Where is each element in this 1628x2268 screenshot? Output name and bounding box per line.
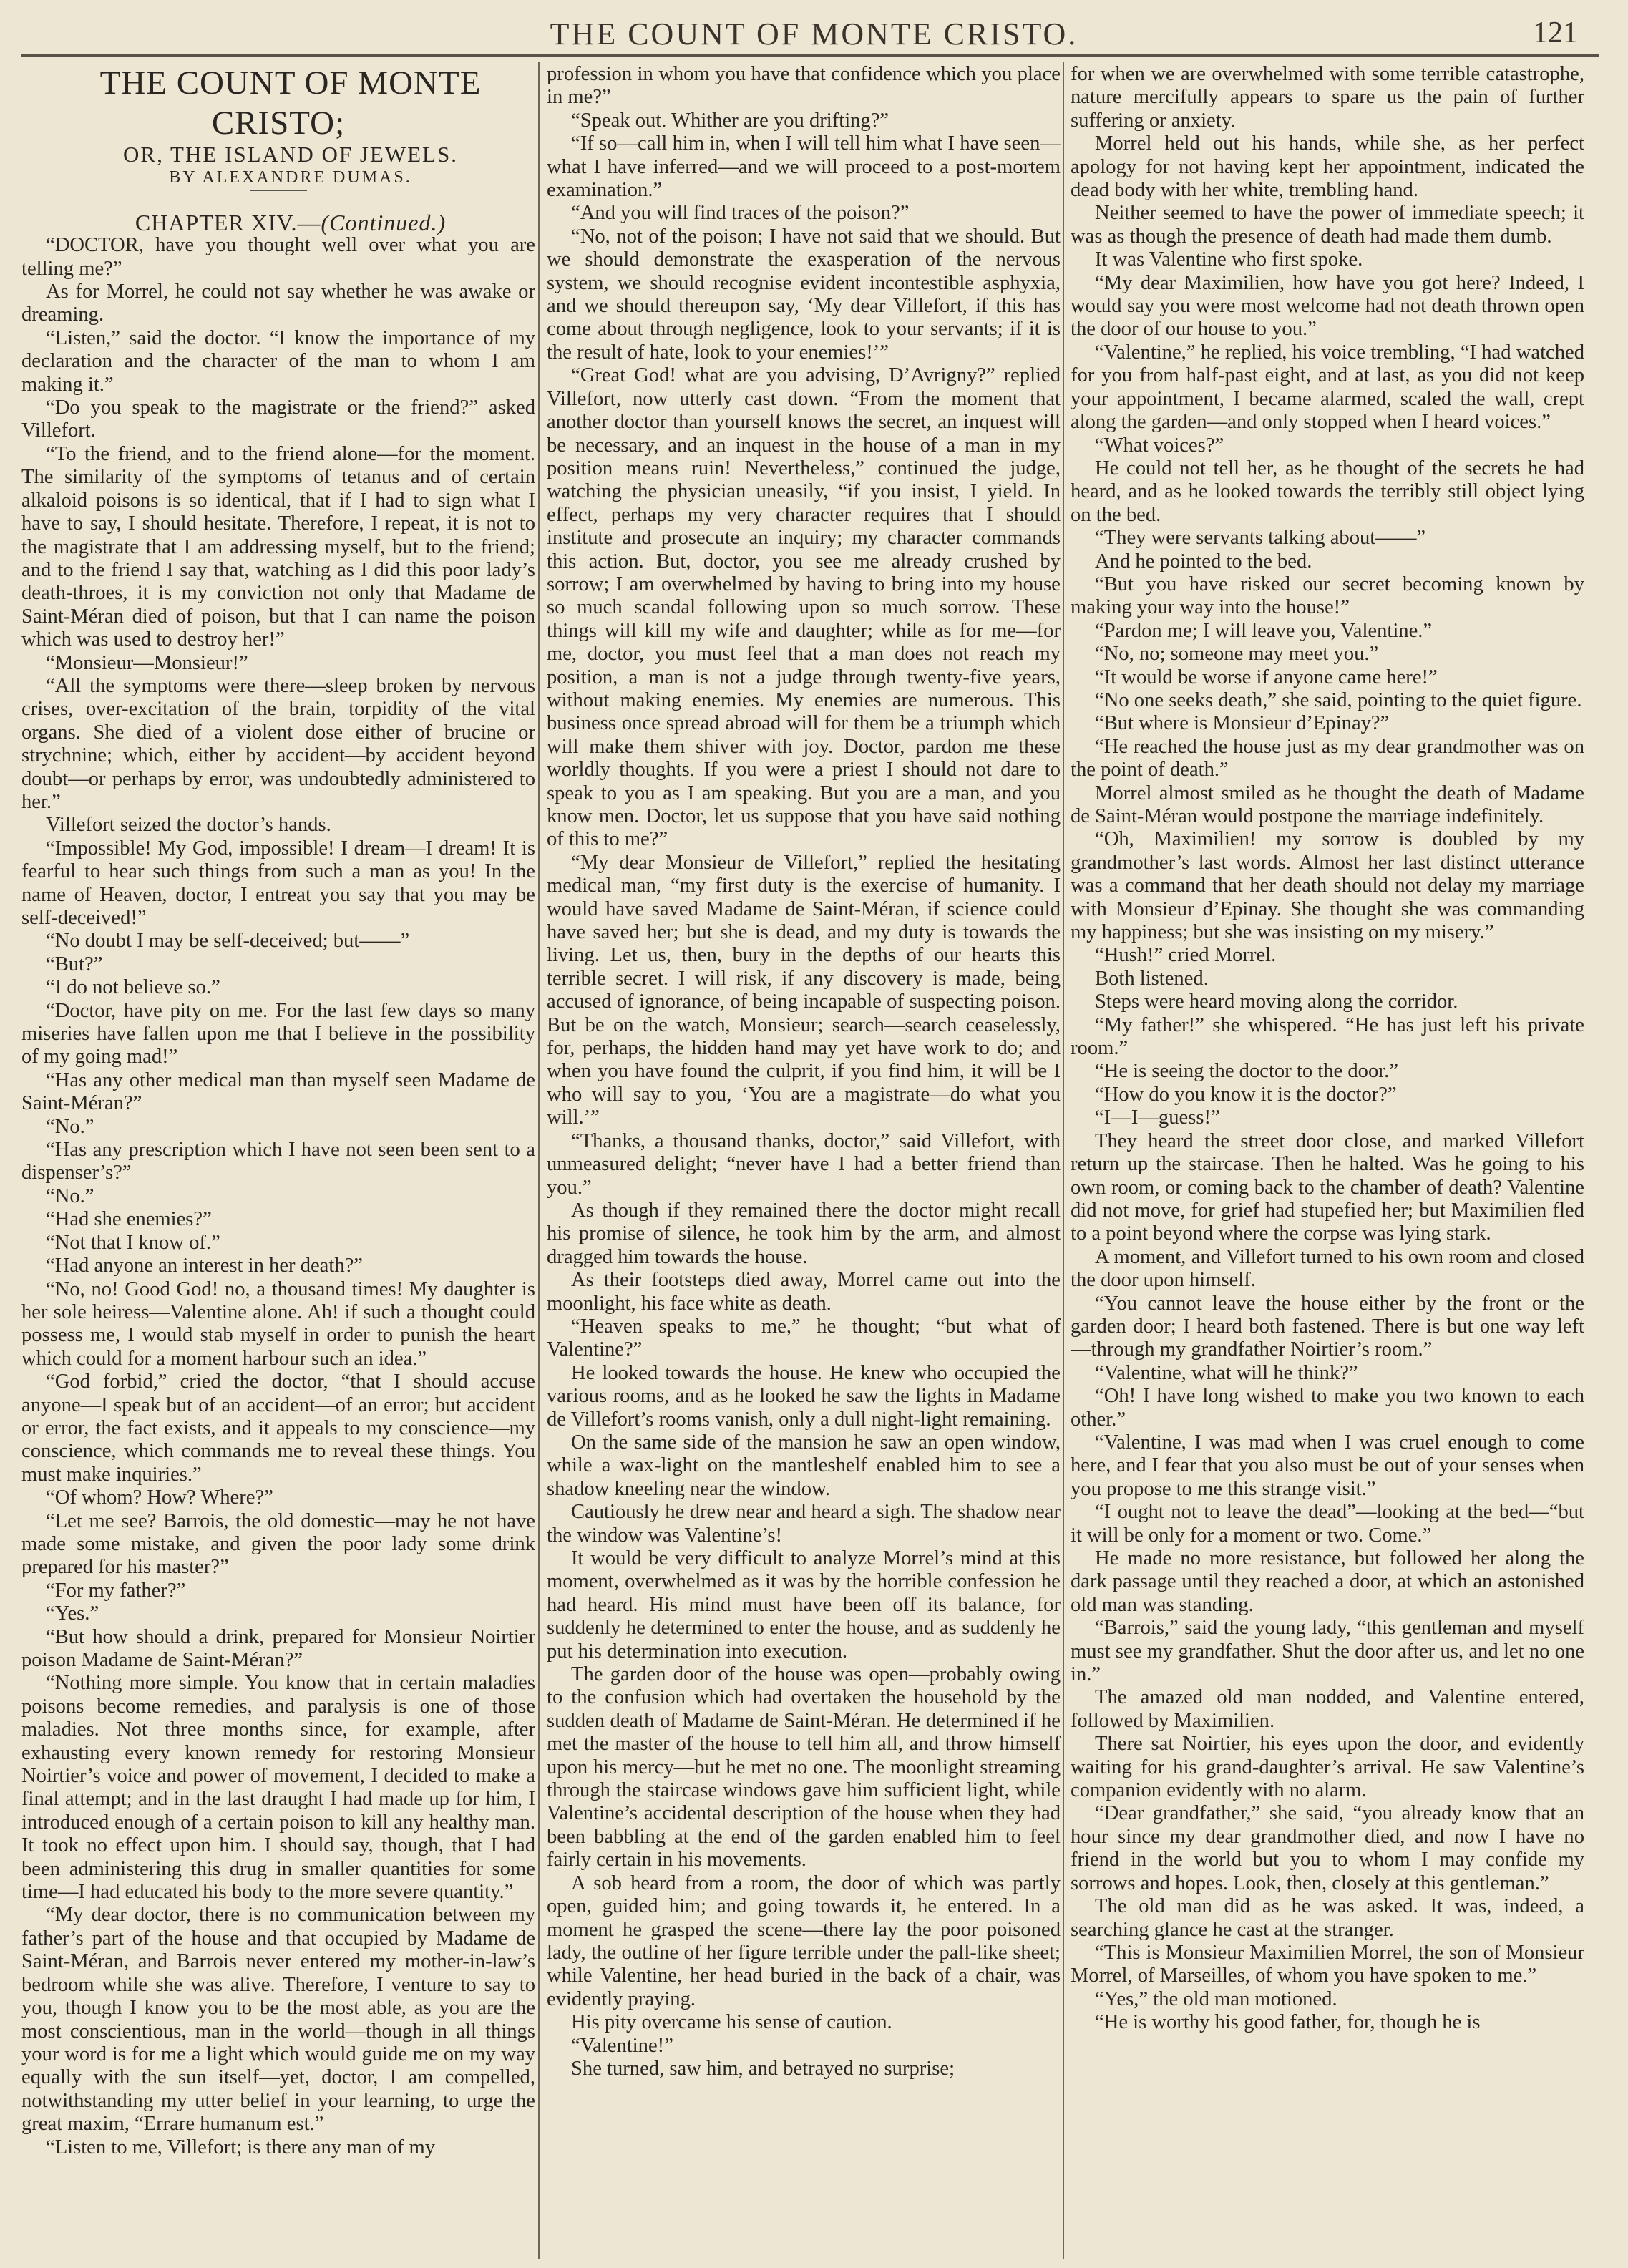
paragraph: “Not that I know of.” bbox=[46, 1231, 220, 1254]
paragraph: Morrel held out his hands, while she, as her perfect apology for not having kept her appointment, indicated the dead body with her white, trembling hand. bbox=[1071, 132, 1584, 202]
paragraph: “Valentine!” bbox=[571, 2034, 673, 2057]
chapter-label: CHAPTER XIV.— bbox=[135, 209, 321, 235]
paragraph: “Speak out. Whither are you drifting?” bbox=[571, 109, 889, 132]
column-2-body bbox=[547, 63, 1061, 2080]
paragraph: “Let me see? Barrois, the old domestic—may he not have made some mistake, and given the poor lady some drink prepared for his master?” bbox=[21, 1509, 535, 1579]
paragraph: Steps were heard moving along the corridor. bbox=[1095, 991, 1458, 1013]
column-3-body bbox=[1071, 63, 1584, 2035]
paragraph: “If so—call him in, when I will tell him what I have seen—what I have inferred—and we will proceed to a post-mortem examination.” bbox=[547, 132, 1061, 202]
paragraph: It was Valentine who first spoke. bbox=[1095, 248, 1363, 271]
paragraph: “Listen,” said the doctor. “I know the importance of my declaration and the character of the man to whom I am making it.” bbox=[21, 326, 535, 396]
paragraph: “But where is Monsieur d’Epinay?” bbox=[1095, 712, 1390, 735]
paragraph: “Yes.” bbox=[46, 1602, 99, 1625]
paragraph: The old man did as he was asked. It was, indeed, a searching glance he cast at the stranger. bbox=[1071, 1895, 1584, 1941]
running-header bbox=[0, 10, 1628, 54]
page-number: 121 bbox=[1533, 16, 1578, 49]
paragraph: There sat Noirtier, his eyes upon the door, and evidently waiting for his grand-daughter’s arrival. He saw Valentine’s companion evidently with no alarm. bbox=[1071, 1733, 1584, 1802]
text-column-2 bbox=[547, 63, 1061, 2253]
paragraph: “Hush!” cried Morrel. bbox=[1095, 944, 1277, 967]
paragraph: He made no more resistance, but followed her along the dark passage until they reached a door, at which an astonished old man was standing. bbox=[1071, 1547, 1584, 1616]
paragraph: “No.” bbox=[46, 1115, 94, 1138]
paragraph: “My dear doctor, there is no communication between my father’s part of the house and that occupied by Madame de Saint-Méran, and Barrois never entered my mother-in-law’s bedroom while she was alive. Therefore, I venture to say to you, though I know you to be the most able, as you are the most conscientious, man in the world—though in all things your word is for me a light which would guide me on my way equally with the sun itself—yet, doctor, I am compelled, notwithstanding my utter belief in your learning, to urge the great maxim, “Errare humanum est.” bbox=[21, 1904, 535, 2136]
paragraph: And he pointed to the bed. bbox=[1095, 550, 1312, 573]
paragraph: “My father!” she whispered. “He has just left his private room.” bbox=[1071, 1013, 1584, 1060]
paragraph: “All the symptoms were there—sleep broken by nervous crises, over-excitation of the brain, torpidity of the vital organs. She died of a violent dose either of brucine or strychnine; which, either by accident—by accident beyond doubt—or perhaps by error, was undoubtedly administered to her.” bbox=[21, 674, 535, 813]
paragraph: “No doubt I may be self-deceived; but——” bbox=[46, 930, 410, 953]
paragraph: Neither seemed to have the power of immediate speech; it was as though the presence of death had made them dumb. bbox=[1071, 202, 1584, 248]
paragraph: He looked towards the house. He knew who occupied the various rooms, and as he looked he saw the lights in Madame de Villefort’s rooms vanish, only a dull night-light remaining. bbox=[547, 1361, 1061, 1431]
paragraph: “Oh, Maximilien! my sorrow is doubled by my grandmother’s last words. Almost her last distinct utterance was a command that her death should not delay my marriage with Monsieur d’Epinay. She thought she was commanding my happiness; but she was insisting on my misery.” bbox=[1071, 828, 1584, 944]
paragraph: His pity overcame his sense of caution. bbox=[571, 2011, 892, 2034]
column-divider-2 bbox=[1063, 62, 1064, 2259]
paragraph: for when we are overwhelmed with some terrible catastrophe, nature mercifully appears to spare us the pain of further suffering or anxiety. bbox=[1071, 63, 1584, 132]
paragraph: “No, not of the poison; I have not said that we should. But we should demonstrate the exasperation of the nervous system, we should recognise evident incontestible asphyxia, and we should thereupon say, ‘My dear Villefort, if this has come about through negligence, look to your servants; if it is the result of hate, look to your enemies!’” bbox=[547, 225, 1061, 364]
paragraph: “You cannot leave the house either by the front or the garden door; I heard both fastened. There is but one way left—through my grandfather Noirtier’s room.” bbox=[1071, 1292, 1584, 1361]
paragraph: “Had she enemies?” bbox=[46, 1208, 212, 1231]
paragraph: It would be very difficult to analyze Morrel’s mind at this moment, overwhelmed as it was by the horrible confession he had heard. His mind must have been off its balance, for suddenly he determined to enter the house, and as suddenly he put his determination into execution. bbox=[547, 1547, 1061, 1663]
paragraph: “Has any prescription which I have not seen been sent to a dispenser’s?” bbox=[21, 1139, 535, 1184]
paragraph: “My dear Monsieur de Villefort,” replied the hesitating medical man, “my first duty is the exercise of humanity. I would have saved Madame de Saint-Méran, if science could have saved her; but she is dead, and my duty is towards the living. Let us, then, bury in the depths of our hearts this terrible secret. I will risk, if any discovery is made, being accused of ignorance, of being incapable of suspecting poison. But be on the watch, Monsieur; search—search ceaselessly, for, perhaps, the hidden hand may yet have work to do; and when you have found the culprit, if you find him, it will be I who will say to you, ‘You are a magistrate—do what you will.’” bbox=[547, 851, 1061, 1129]
paragraph: “And you will find traces of the poison?” bbox=[571, 202, 910, 225]
paragraph: Morrel almost smiled as he thought the death of Madame de Saint-Méran would postpone the marriage indefinitely. bbox=[1071, 782, 1584, 827]
paragraph: “He reached the house just as my dear grandmother was on the point of death.” bbox=[1071, 735, 1584, 782]
paragraph: Both listened. bbox=[1095, 967, 1209, 990]
paragraph: “How do you know it is the doctor?” bbox=[1095, 1083, 1397, 1106]
paragraph: “Listen to me, Villefort; is there any man of my bbox=[46, 2136, 436, 2159]
text-column-3 bbox=[1071, 63, 1584, 2253]
paragraph: “But?” bbox=[46, 953, 103, 975]
paragraph: “Impossible! My God, impossible! I dream—I dream! It is fearful to hear such things from such a man as you! In the name of Heaven, doctor, I entreat you say that you may be self-deceived!” bbox=[21, 837, 535, 929]
paragraph: “No one seeks death,” she said, pointing to the quiet figure. bbox=[1095, 688, 1582, 711]
article-subtitle: OR, THE ISLAND OF JEWELS. bbox=[123, 142, 458, 167]
paragraph: A sob heard from a room, the door of which was partly open, guided him; and going towards it, he entered. In a moment he grasped the scene—there lay the poor poisoned lady, the outline of her figure terrible under the pall-like sheet; while Valentine, her head buried in the back of a chair, was evidently praying. bbox=[547, 1872, 1061, 2010]
header-rule bbox=[21, 54, 1599, 57]
paragraph: As for Morrel, he could not say whether he was awake or dreaming. bbox=[21, 281, 535, 326]
paragraph: The amazed old man nodded, and Valentine entered, followed by Maximilien. bbox=[1071, 1686, 1584, 1732]
paragraph: “Valentine,” he replied, his voice trembling, “I had watched for you from half-past eight, and at last, as you did not keep your appointment, I became alarmed, scaled the wall, crept along the garden—and only stopped when I heard voices.” bbox=[1071, 341, 1584, 434]
paragraph: “I—I—guess!” bbox=[1095, 1106, 1220, 1129]
chapter-note: (Continued.) bbox=[321, 209, 447, 235]
paragraph: As though if they remained there the doctor might recall his promise of silence, he took him by the arm, and almost dragged him towards the house. bbox=[547, 1199, 1061, 1268]
paragraph: “My dear Maximilien, how have you got here? Indeed, I would say you were most welcome had not death thrown open the door of our house to you.” bbox=[1071, 271, 1584, 341]
paragraph: “No, no; someone may meet you.” bbox=[1095, 643, 1379, 666]
paragraph: “Thanks, a thousand thanks, doctor,” said Villefort, with unmeasured delight; “never have I had a better friend than you.” bbox=[547, 1129, 1061, 1199]
paragraph: “No, no! Good God! no, a thousand times! My daughter is her sole heiress—Valentine alone. Ah! if such a thought could possess me, I would stab myself in order to punish the heart which could for a moment harbour such an idea.” bbox=[21, 1277, 535, 1370]
paragraph: “To the friend, and to the friend alone—for the moment. The similarity of the symptoms of tetanus and of certain alkaloid poisons is so identical, that if I had to sign what I have to say, I should hesitate. Therefore, I repeat, it is not to the magistrate that I am addressing myself, but to the friend; and to the friend I say that, watching as I did this poor lady’s death-throes, it is my conviction not only that Madame de Saint-Méran died of poison, but that I can name the poison which was used to destroy her!” bbox=[21, 442, 535, 651]
paragraph: As their footsteps died away, Morrel came out into the moonlight, his face white as death. bbox=[547, 1269, 1061, 1315]
paragraph: On the same side of the mansion he saw an open window, while a wax-light on the mantleshelf enabled him to see a shadow kneeling near the window. bbox=[547, 1431, 1061, 1500]
paragraph: Villefort seized the doctor’s hands. bbox=[46, 814, 331, 837]
paragraph: “Great God! what are you advising, D’Avrigny?” replied Villefort, now utterly cast down. “From the moment that another doctor than yourself knows the secret, an inquest will be necessary, and an inquest in the house of a man in my position means ruin! Nevertheless,” continued the judge, watching the physician uneasily, “if you insist, I yield. In effect, perhaps my very character requires that I should institute and prosecute an inquiry; my character commands this action. But, doctor, you see me already crushed by sorrow; I am overwhelmed by having to bring into my house so much scandal following upon so much sorrow. These things will kill my wife and daughter; while as for me—for me, doctor, you must feel that a man does not reach my position, a man is not a judge through twenty-five years, without making enemies. My enemies are numerous. This business once spread abroad will for them be a triumph which will make them shiver with joy. Doctor, pardon me these worldly thoughts. If you were a priest I should not dare to speak to you as I am speaking. But you are a man, and you know men. Doctor, let us suppose that you have said nothing of this to me?” bbox=[547, 364, 1061, 851]
paragraph: “Heaven speaks to me,” he thought; “but what of Valentine?” bbox=[547, 1315, 1061, 1361]
paragraph: “No.” bbox=[46, 1184, 94, 1207]
paragraph: “Valentine, I was mad when I was cruel enough to come here, and I fear that you also must be out of your senses when you propose to me this strange visit.” bbox=[1071, 1431, 1584, 1500]
paragraph: “But you have risked our secret becoming known by making your way into the house!” bbox=[1071, 573, 1584, 619]
paragraph: “But how should a drink, prepared for Monsieur Noirtier poison Madame de Saint-Méran?” bbox=[21, 1625, 535, 1671]
paragraph: profession in whom you have that confidence which you place in me?” bbox=[547, 63, 1061, 109]
paragraph: “Has any other medical man than myself seen Madame de Saint-Méran?” bbox=[21, 1069, 535, 1115]
paragraph: She turned, saw him, and betrayed no surprise; bbox=[571, 2057, 955, 2080]
paragraph: A moment, and Villefort turned to his own room and closed the door upon himself. bbox=[1071, 1245, 1584, 1292]
paragraph: “Do you speak to the magistrate or the friend?” asked Villefort. bbox=[21, 396, 535, 442]
column-1-body bbox=[21, 234, 535, 2159]
paragraph: The garden door of the house was open—probably owing to the confusion which had overtaken the household by the sudden death of Madame de Saint-Méran. He determined if he met the master of the house to tell him all, and throw himself upon his mercy—but he met no one. The moonlight streaming through the staircase windows gave him sufficient light, while Valentine’s accidental description of the house when they had been babbling at the end of the garden enabled him to feel fairly certain in his movements. bbox=[547, 1663, 1061, 1872]
paragraph: “Oh! I have long wished to make you two known to each other.” bbox=[1071, 1385, 1584, 1431]
paragraph: “Doctor, have pity on me. For the last few days so many miseries have fallen upon me that I believe in the possibility of my going mad!” bbox=[21, 999, 535, 1069]
paragraph: “DOCTOR, have you thought well over what you are telling me?” bbox=[21, 234, 535, 280]
paragraph: “This is Monsieur Maximilien Morrel, the son of Monsieur Morrel, of Marseilles, of whom you have spoken to me.” bbox=[1071, 1941, 1584, 1987]
column-divider-1 bbox=[538, 62, 540, 2259]
paragraph: “Had anyone an interest in her death?” bbox=[46, 1255, 363, 1277]
title-rule bbox=[250, 190, 307, 191]
paragraph: “What voices?” bbox=[1095, 434, 1224, 457]
paragraph: “Valentine, what will he think?” bbox=[1095, 1361, 1358, 1384]
paragraph: “Of whom? How? Where?” bbox=[46, 1486, 273, 1509]
paragraph: “For my father?” bbox=[46, 1579, 186, 1602]
article-author: BY ALEXANDRE DUMAS. bbox=[169, 168, 412, 188]
text-column-1 bbox=[21, 63, 535, 2253]
paragraph: “They were servants talking about——” bbox=[1095, 527, 1426, 550]
paragraph: “It would be worse if anyone came here!” bbox=[1095, 666, 1438, 688]
paragraph: He could not tell her, as he thought of the secrets he had heard, and as he looked towards the terribly still object lying on the bed. bbox=[1071, 457, 1584, 526]
paragraph: “I ought not to leave the dead”—looking at the bed—“but it will be only for a moment or two. Come.” bbox=[1071, 1501, 1584, 1547]
paragraph: “Yes,” the old man motioned. bbox=[1095, 1987, 1337, 2010]
paragraph: “Monsieur—Monsieur!” bbox=[46, 651, 248, 674]
paragraph: “Nothing more simple. You know that in certain maladies poisons become remedies, and paralysis is one of those maladies. Not three months since, for example, after exhausting every known remedy for restoring Monsieur Noirtier’s voice and power of movement, I decided to make a final attempt; and in the last draught I had made up for him, I introduced enough of a certain poison to kill any healthy man. It took no effect upon him. I should say, though, that I had been administering this drug in smaller quantities for some time—I had educated his body to the more severe quantity.” bbox=[21, 1672, 535, 1904]
paragraph: “Dear grandfather,” she said, “you already know that an hour since my dear grandmother died, and now I have no friend in the world but you to whom I may confide my sorrows and hopes. Look, then, closely at this gentleman.” bbox=[1071, 1802, 1584, 1894]
paragraph: “Barrois,” said the young lady, “this gentleman and myself must see my grandfather. Shut the door after us, and let no one in.” bbox=[1071, 1617, 1584, 1686]
chapter-heading bbox=[21, 211, 535, 234]
paragraph: “He is worthy his good father, for, though he is bbox=[1095, 2011, 1481, 2034]
paragraph: “God forbid,” cried the doctor, “that I should accuse anyone—I speak but of an accident—of an error; but accident or error, the fact exists, and it appeals to my conscience—my conscience, which commands me to reveal these things. You must make inquiries.” bbox=[21, 1371, 535, 1486]
paragraph: “Pardon me; I will leave you, Valentine.” bbox=[1095, 619, 1433, 642]
paragraph: Cautiously he drew near and heard a sigh. The shadow near the window was Valentine’s! bbox=[547, 1501, 1061, 1547]
article-title: THE COUNT OF MONTE CRISTO; bbox=[99, 64, 482, 142]
paragraph: “He is seeing the doctor to the door.” bbox=[1095, 1060, 1399, 1083]
paragraph: They heard the street door close, and marked Villefort return up the staircase. Then he halted. Was he going to his own room, or coming back to the chamber of death? Valentine did not move, for grief had stupefied her; but Maximilien fled to a point beyond where the corpse was lying stark. bbox=[1071, 1129, 1584, 1245]
paragraph: “I do not believe so.” bbox=[46, 976, 220, 999]
running-title: THE COUNT OF MONTE CRISTO. bbox=[550, 16, 1078, 52]
